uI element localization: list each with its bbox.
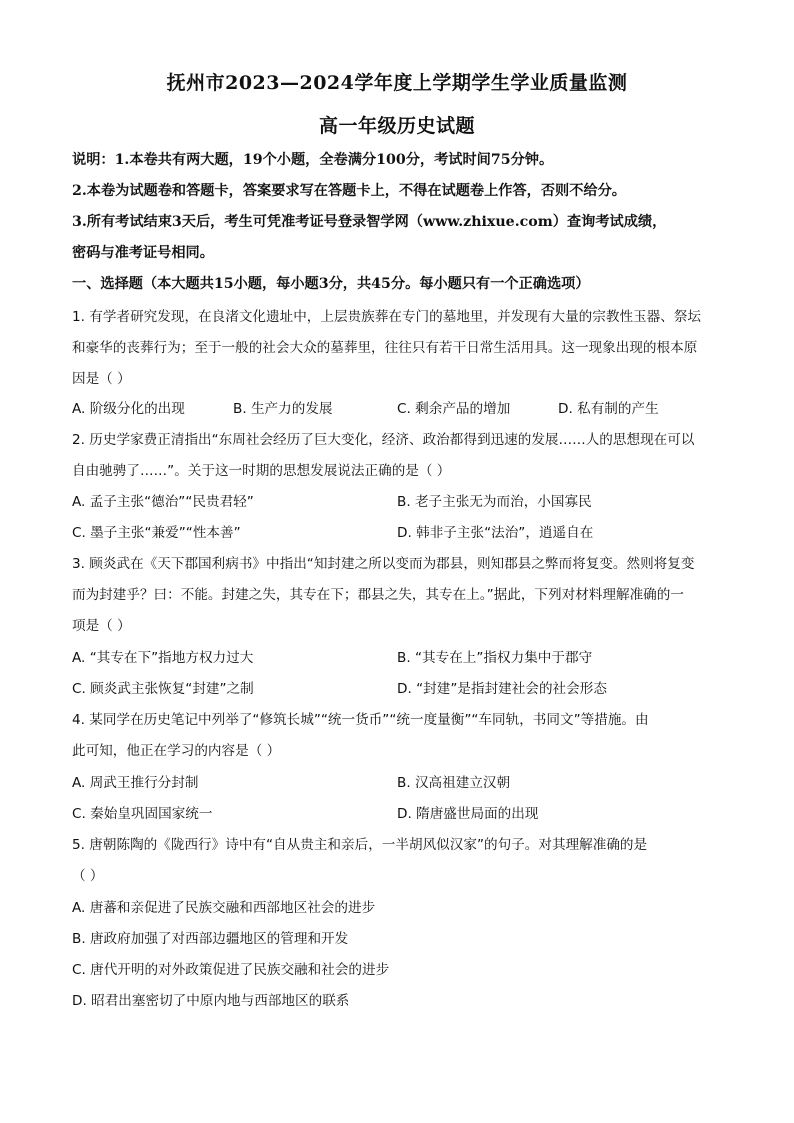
- q2-option-c: C. 墨子主张“兼爱”“性本善”: [72, 525, 241, 541]
- question-5-text: （ ）: [72, 868, 104, 884]
- question-2-text: 自由驰骋了……”。关于这一时期的思想发展说法正确的是（ ）: [72, 463, 451, 479]
- q1-option-a: A. 阶级分化的出现: [72, 401, 185, 417]
- instruction-line: 2.本卷为试题卷和答题卡，答案要求写在答题卡上，不得在试题卷上作答，否则不给分。: [72, 183, 626, 199]
- q2-option-b: B. 老子主张无为而治，小国寡民: [397, 494, 592, 510]
- question-4-text: 4. 某同学在历史笔记中列举了“修筑长城”“统一货币”“统一度量衡”“车同轨，书同文”等措施。由: [72, 712, 649, 728]
- instruction-line: 3.所有考试结束3天后，考生可凭准考证号登录智学网（www.zhixue.com）查询考试成绩，: [72, 214, 667, 230]
- q1-option-c: C. 剩余产品的增加: [397, 401, 511, 417]
- q4-option-b: B. 汉高祖建立汉朝: [397, 775, 511, 791]
- q2-option-d: D. 韩非子主张“法治”，逍遥自在: [397, 525, 594, 541]
- q5-option-a: A. 唐蕃和亲促进了民族交融和西部地区社会的进步: [72, 900, 376, 916]
- q5-option-c: C. 唐代开明的对外政策促进了民族交融和社会的进步: [72, 962, 390, 978]
- q3-option-a: A. “其专在下”指地方权力过大: [72, 650, 254, 666]
- question-3-text: 而为封建乎？曰：不能。封建之失，其专在下；郡县之失，其专在上。”据此，下列对材料理解准确的一: [72, 587, 684, 603]
- q4-option-d: D. 隋唐盛世局面的出现: [397, 806, 539, 822]
- question-3-text: 3. 顾炎武在《天下郡国利病书》中指出“知封建之所以变而为郡县，则知郡县之弊而将复变。然则将复变: [72, 556, 695, 572]
- exam-title: 抚州市2023—2024学年度上学期学生学业质量监测: [166, 72, 628, 94]
- q2-option-a: A. 孟子主张“德治”“民贵君轻”: [72, 494, 254, 510]
- question-1-text: 和豪华的丧葬行为；至于一般的社会大众的墓葬里，往往只有若干日常生活用具。这一现象出现的根本原: [72, 340, 698, 356]
- q3-option-d: D. “封建”是指封建社会的社会形态: [397, 681, 607, 697]
- q4-option-c: C. 秦始皇巩固国家统一: [72, 806, 213, 822]
- instruction-line: 说明：1.本卷共有两大题，19个小题，全卷满分100分，考试时间75分钟。: [72, 152, 554, 168]
- q1-option-d: D. 私有制的产生: [558, 401, 659, 417]
- q3-option-c: C. 顾炎武主张恢复“封建”之制: [72, 681, 254, 697]
- question-3-text: 项是（ ）: [72, 618, 131, 634]
- question-2-text: 2. 历史学家费正清指出“东周社会经历了巨大变化，经济、政治都得到迅速的发展……人的思想现在可以: [72, 432, 695, 448]
- q5-option-b: B. 唐政府加强了对西部边疆地区的管理和开发: [72, 931, 349, 947]
- instruction-line: 密码与准考证号相同。: [72, 245, 214, 261]
- question-1-text: 1. 有学者研究发现，在良渚文化遗址中，上层贵族葬在专门的墓地里，并发现有大量的宗教性玉器、祭坛: [72, 309, 702, 325]
- section-heading: 一、选择题（本大题共15小题，每小题3分，共45分。每小题只有一个正确选项）: [72, 276, 590, 292]
- q4-option-a: A. 周武王推行分封制: [72, 775, 199, 791]
- question-1-text: 因是（ ）: [72, 371, 131, 387]
- q1-option-b: B. 生产力的发展: [233, 401, 333, 417]
- q5-option-d: D. 昭君出塞密切了中原内地与西部地区的联系: [72, 993, 350, 1009]
- q3-option-b: B. “其专在上”指权力集中于郡守: [397, 650, 593, 666]
- exam-subtitle: 高一年级历史试题: [318, 115, 475, 137]
- question-4-text: 此可知，他正在学习的内容是（ ）: [72, 743, 281, 759]
- question-5-text: 5. 唐朝陈陶的《陇西行》诗中有“自从贵主和亲后，一半胡风似汉家”的句子。对其理解准确的是: [72, 837, 648, 853]
